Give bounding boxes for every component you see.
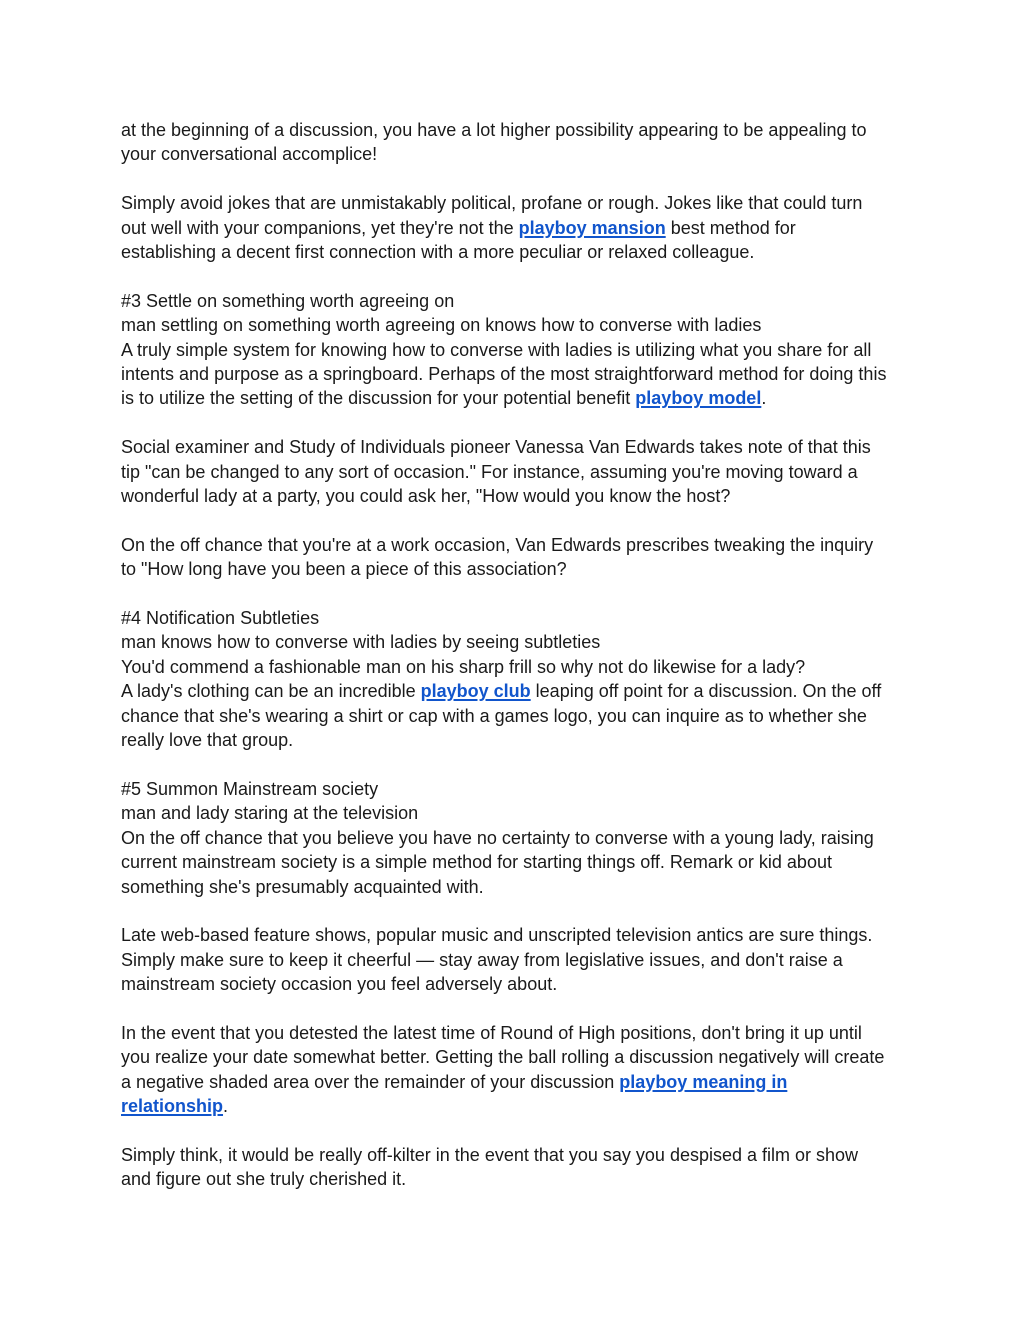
text-segment: best method for [665, 217, 796, 238]
text-segment: you realize your date somewhat better. Getting the ball rolling a discussion negatively will create [121, 1047, 885, 1068]
text-segment: to "How long have you been a piece of this association? [121, 559, 567, 580]
text-line [121, 118, 911, 142]
text-segment: On the off chance that you're at a work occasion, Van Edwards prescribes tweaking the inquiry [121, 534, 874, 555]
paragraph [121, 606, 911, 752]
text-line [121, 923, 911, 947]
paragraph [121, 289, 911, 411]
text-line [121, 484, 911, 508]
text-segment: really love that group. [121, 730, 294, 751]
text-segment: You'd commend a fashionable man on his sharp frill so why not do likewise for a lady? [121, 656, 806, 677]
paragraph [121, 923, 911, 996]
link-playboy-meaning-in[interactable]: playboy meaning in [619, 1071, 788, 1092]
text-line [121, 338, 911, 362]
text-line [121, 777, 911, 801]
paragraph [121, 777, 911, 899]
paragraph [121, 118, 911, 167]
text-line [121, 142, 911, 166]
paragraph [121, 435, 911, 508]
text-segment: Social examiner and Study of Individuals pioneer Vanessa Van Edwards takes note of that this [121, 437, 871, 458]
text-line [121, 460, 911, 484]
text-line [121, 435, 911, 459]
text-line [121, 704, 911, 728]
text-line [121, 1167, 911, 1191]
text-segment: . [223, 1096, 229, 1117]
text-segment: is to utilize the setting of the discussion for your potential benefit [121, 388, 636, 409]
text-line [121, 1021, 911, 1045]
text-line [121, 875, 911, 899]
text-line [121, 240, 911, 264]
text-segment: Simply avoid jokes that are unmistakably political, profane or rough. Jokes like that could turn [121, 193, 863, 214]
text-line [121, 850, 911, 874]
text-segment: your conversational accomplice! [121, 144, 378, 165]
text-line [121, 1070, 911, 1094]
paragraph [121, 533, 911, 582]
text-line [121, 679, 911, 703]
text-line [121, 728, 911, 752]
text-segment: In the event that you detested the latest time of Round of High positions, don't bring it up until [121, 1022, 862, 1043]
text-line [121, 216, 911, 240]
text-segment: man knows how to converse with ladies by seeing subtleties [121, 632, 601, 653]
text-segment: . [761, 388, 767, 409]
text-segment: Simply think, it would be really off-kilter in the event that you say you despised a film or show [121, 1144, 859, 1165]
text-line [121, 191, 911, 215]
text-line [121, 557, 911, 581]
text-segment: man settling on something worth agreeing on knows how to converse with ladies [121, 315, 762, 336]
text-segment: intents and purpose as a springboard. Perhaps of the most straightforward method for doing this [121, 364, 887, 385]
text-line [121, 1045, 911, 1069]
text-line [121, 606, 911, 630]
text-segment: mainstream society occasion you feel adversely about. [121, 974, 558, 995]
text-segment: #3 Settle on something worth agreeing on [121, 290, 455, 311]
text-line [121, 289, 911, 313]
text-segment: A truly simple system for knowing how to converse with ladies is utilizing what you share for all [121, 339, 872, 360]
text-segment: wonderful lady at a party, you could ask her, "How would you know the host? [121, 486, 731, 507]
text-line [121, 972, 911, 996]
text-segment: at the beginning of a discussion, you have a lot higher possibility appearing to be appealing to [121, 120, 867, 140]
text-segment: something she's presumably acquainted with. [121, 876, 484, 897]
text-segment: tip "can be changed to any sort of occasion." For instance, assuming you're moving toward a [121, 461, 858, 482]
text-segment: Simply make sure to keep it cheerful — stay away from legislative issues, and don't raise a [121, 949, 843, 970]
text-segment: Late web-based feature shows, popular music and unscripted television antics are sure things. [121, 925, 873, 946]
text-segment: leaping off point for a discussion. On the off [530, 681, 882, 702]
text-segment: out well with your companions, yet they're not the [121, 217, 519, 238]
text-segment: #5 Summon Mainstream society [121, 778, 379, 799]
text-segment: establishing a decent first connection with a more peculiar or relaxed colleague. [121, 242, 755, 263]
text-segment: chance that she's wearing a shirt or cap with a games logo, you can inquire as to whether she [121, 705, 867, 726]
link-playboy-mansion[interactable]: playboy mansion [518, 217, 666, 238]
text-segment: A lady's clothing can be an incredible [121, 681, 421, 702]
text-line [121, 801, 911, 825]
text-segment: current mainstream society is a simple method for starting things off. Remark or kid about [121, 852, 832, 873]
paragraph [121, 1021, 911, 1119]
text-line [121, 313, 911, 337]
text-segment: a negative shaded area over the remainder of your discussion [121, 1071, 620, 1092]
text-segment: man and lady staring at the television [121, 803, 419, 824]
link-relationship[interactable]: relationship [121, 1096, 224, 1117]
text-line [121, 362, 911, 386]
text-line [121, 1094, 911, 1118]
text-segment: and figure out she truly cherished it. [121, 1169, 407, 1190]
document-body [121, 118, 911, 1216]
text-line [121, 1143, 911, 1167]
text-line [121, 386, 911, 410]
text-segment: #4 Notification Subtleties [121, 608, 320, 629]
paragraph [121, 1143, 911, 1192]
text-line [121, 826, 911, 850]
link-playboy-club[interactable]: playboy club [420, 681, 531, 702]
text-line [121, 655, 911, 679]
text-line [121, 630, 911, 654]
text-line [121, 533, 911, 557]
link-playboy-model[interactable]: playboy model [635, 388, 762, 409]
paragraph [121, 191, 911, 264]
text-segment: On the off chance that you believe you have no certainty to converse with a young lady, raising [121, 827, 874, 848]
text-line [121, 948, 911, 972]
